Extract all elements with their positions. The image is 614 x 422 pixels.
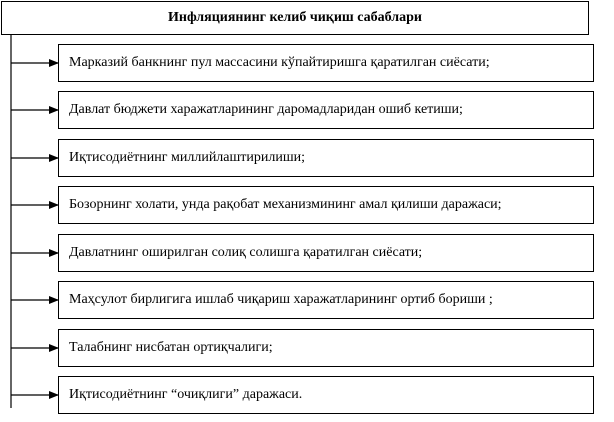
cause-box-1: Марказий банкнинг пул массасини кўпайтиришга қаратилган сиёсати; bbox=[58, 44, 594, 82]
cause-box-7: Талабнинг нисбатан ортиқчалиги; bbox=[58, 329, 594, 367]
cause-box-4: Бозорнинг холати, унда рақобат механизмининг амал қилиши даражаси; bbox=[58, 186, 594, 224]
diagram-title: Инфляциянинг келиб чиқиш сабаблари bbox=[1, 1, 589, 35]
cause-box-3: Иқтисодиётнинг миллийлаштирилиши; bbox=[58, 139, 594, 177]
cause-box-8: Иқтисодиётнинг “очиқлиги” даражаси. bbox=[58, 376, 594, 414]
cause-box-5: Давлатнинг оширилган солиқ солишга қаратилган сиёсати; bbox=[58, 234, 594, 272]
cause-box-2: Давлат бюджети харажатларининг даромадларидан ошиб кетиши; bbox=[58, 91, 594, 129]
cause-box-6: Маҳсулот бирлигига ишлаб чиқариш харажатларининг ортиб бориши ; bbox=[58, 281, 594, 319]
